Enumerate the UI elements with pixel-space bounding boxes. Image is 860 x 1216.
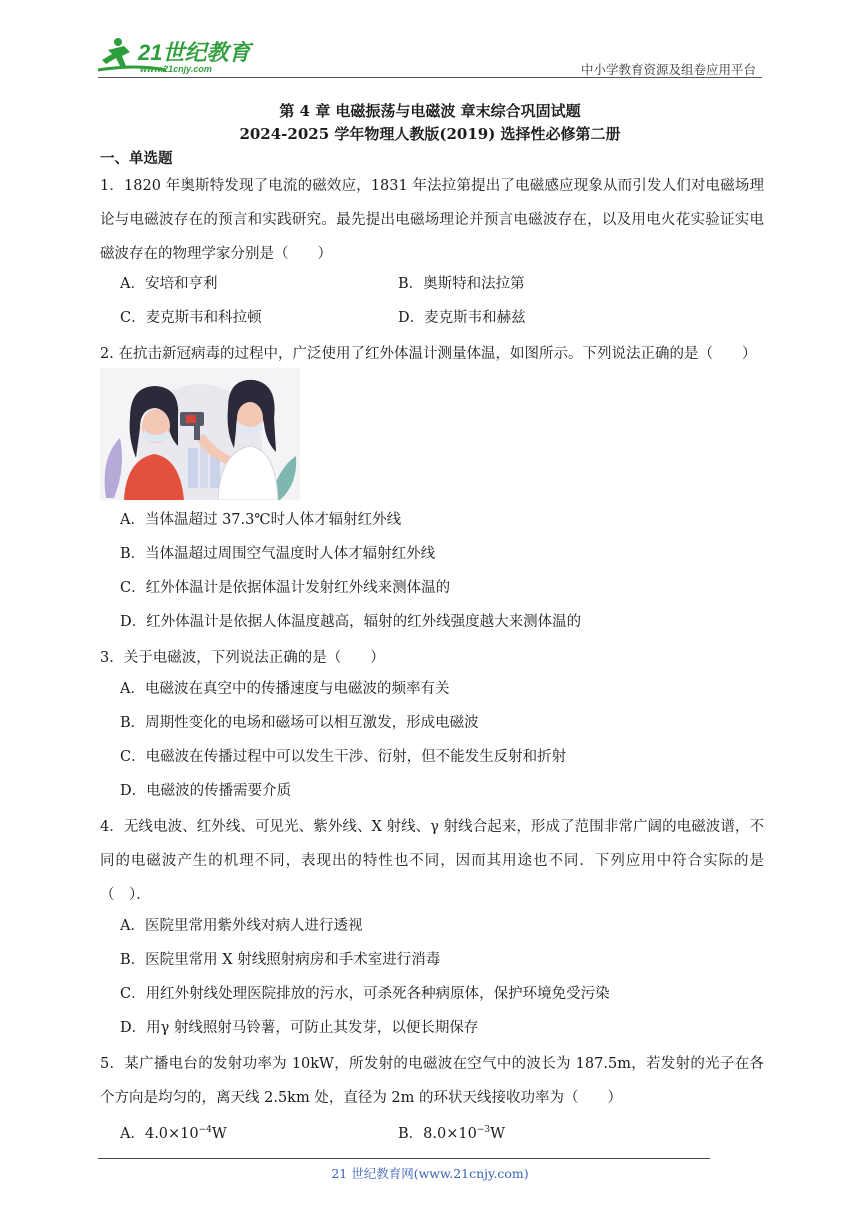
question-3-option-c[interactable]: C．电磁波在传播过程中可以发生干涉、衍射，但不能发生反射和折射 (120, 749, 567, 765)
question-3-option-b[interactable]: B．周期性变化的电场和磁场可以相互激发，形成电磁波 (120, 715, 479, 731)
doc-subtitle: 2024-2025 学年物理人教版(2019) 选择性必修第二册 (239, 125, 621, 143)
header-divider (98, 77, 762, 78)
question-1-option-b[interactable]: B．奥斯特和法拉第 (398, 276, 525, 292)
thermometer-illustration (100, 368, 300, 500)
question-4-stem: 4．无线电波、红外线、可见光、紫外线、X 射线、γ 射线合起来，形成了范围非常广阔的电磁波谱，不同的电磁波产生的机理不同，表现出的特性也不同，因而其用途也不同．下列应用中符合实际的是（ ）． (100, 819, 764, 903)
question-2-option-c[interactable]: C．红外体温计是依据体温计发射红外线来测体温的 (120, 580, 451, 596)
question-4-option-b[interactable]: B．医院里常用 X 射线照射病房和手术室进行消毒 (120, 952, 441, 968)
page-header (0, 0, 860, 80)
question-1-stem: 1．1820 年奥斯特发现了电流的磁效应，1831 年法拉第提出了电磁感应现象从而引发人们对电磁场理论与电磁波存在的预言和实践研究。最先提出电磁场理论并预言电磁波存在，以及用电火花实验证实电磁波存在的物理学家分别是（ ） (100, 178, 764, 262)
question-5-option-b[interactable]: B．$8.0\times 10^{-3}W$ (398, 1125, 506, 1142)
question-3-option-a[interactable]: A．电磁波在真空中的传播速度与电磁波的频率有关 (120, 681, 450, 697)
svg-text:www.21cnjy.com: www.21cnjy.com (140, 64, 212, 74)
section-heading: 一、单选题 (100, 150, 173, 167)
question-5-stem: 5．某广播电台的发射功率为 10kW，所发射的电磁波在空气中的波长为 187.5m，若发射的光子在各个方向是均匀的，离天线 2.5km 处，直径为 2m 的环状天线接收功率为（ ） (100, 1056, 764, 1106)
platform-name: 中小学教育资源及组卷应用平台 (580, 62, 756, 77)
question-1-option-a[interactable]: A．安培和亨利 (120, 276, 218, 292)
21cnjy-logo (96, 36, 266, 78)
question-2-option-a[interactable]: A．当体温超过 37.3℃时人体才辐射红外线 (120, 512, 402, 528)
question-2-option-b[interactable]: B．当体温超过周围空气温度时人体才辐射红外线 (120, 546, 436, 562)
question-4-option-d[interactable]: D．用γ 射线照射马铃薯，可防止其发芽，以便长期保存 (120, 1020, 479, 1036)
question-3-stem: 3．关于电磁波，下列说法正确的是（ ） (100, 650, 385, 666)
question-2-stem: 2. 在抗击新冠病毒的过程中，广泛使用了红外体温计测量体温，如图所示。下列说法正确的是（ ） (100, 346, 757, 362)
question-1-option-c[interactable]: C．麦克斯韦和科拉顿 (120, 310, 262, 326)
question-1-option-d[interactable]: D．麦克斯韦和赫兹 (398, 310, 526, 326)
question-3-option-d[interactable]: D．电磁波的传播需要介质 (120, 783, 292, 799)
footer-divider (98, 1158, 710, 1159)
question-4-option-a[interactable]: A．医院里常用紫外线对病人进行透视 (120, 918, 363, 934)
question-2-option-d[interactable]: D．红外体温计是依据人体温度越高，辐射的红外线强度越大来测体温的 (120, 614, 582, 630)
doc-title: 第 4 章 电磁振荡与电磁波 章末综合巩固试题 (279, 102, 581, 120)
question-4-option-c[interactable]: C．用红外射线处理医院排放的污水，可杀死各种病原体，保护环境免受污染 (120, 986, 610, 1002)
footer-link[interactable]: 21 世纪教育网(www.21cnjy.com) (331, 1166, 529, 1181)
svg-text:21世纪教育: 21世纪教育 (138, 40, 251, 65)
question-5-option-a[interactable]: A．$4.0\times 10^{-4}W$ (120, 1125, 227, 1142)
